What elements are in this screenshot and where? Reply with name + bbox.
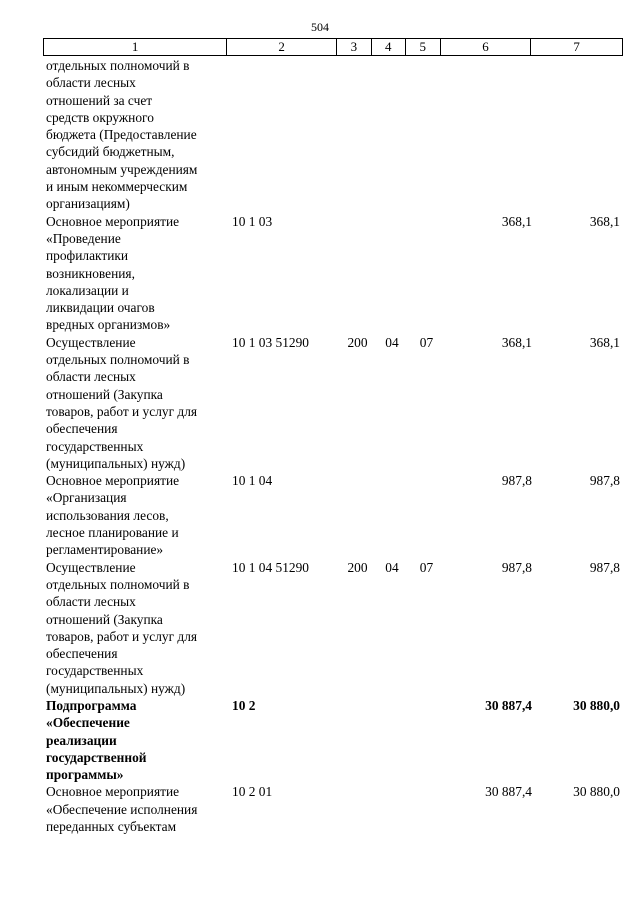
row-name-line: (муниципальных) нужд) [46,455,186,471]
row-name-line: средств окружного [46,109,154,125]
row-col3-cell: 200 [347,559,368,575]
row-name-line: «Организация [46,490,127,506]
row-code-cell: 10 2 [232,697,256,713]
row-name-line: (муниципальных) нужд) [46,680,186,696]
row-name-line: автономным учреждениям [46,161,198,177]
row-col6-cell: 368,1 [501,213,532,229]
row-name-line: Осуществление [46,559,136,575]
row-col6-cell: 368,1 [501,334,532,350]
row-name-line: субсидий бюджетным, [46,144,175,160]
row-name-line: области лесных [46,594,136,610]
row-name-line: товаров, работ и услуг для [46,628,198,644]
row-name-line: обеспечения [46,646,118,662]
row-name-line: вредных организмов» [46,317,171,333]
row-name-line: отдельных полномочий в [46,352,190,368]
row-name-line: государственных [46,663,144,679]
row-name-line: переданных субъектам [46,819,177,835]
row-name-line: программы» [46,767,124,783]
row-name-line: реализации [46,732,117,748]
row-name-line: Подпрограмма [46,697,137,713]
row-name-cell [46,559,230,697]
table-row [46,57,624,213]
row-col4-cell: 04 [385,559,399,575]
header-col-2: 2 [227,39,337,55]
header-col-7: 7 [573,39,580,54]
row-name-line: Основное мероприятие [46,213,180,229]
row-col5-cell: 07 [419,559,434,575]
row-col6-cell: 987,8 [501,473,532,489]
row-name-line: «Проведение [46,230,121,246]
row-code-cell: 10 1 04 51290 [232,559,309,575]
header-col-3: 3 [337,39,372,55]
row-name-line: области лесных [46,75,136,91]
row-name-line: бюджета (Предоставление [46,127,197,143]
table-header [43,38,623,56]
row-code-cell: 10 1 03 [232,213,273,229]
row-name-line: ликвидации очагов [46,300,155,316]
row-name-cell [46,213,230,334]
row-col7-cell: 368,1 [589,334,620,350]
row-col5-cell: 07 [419,334,434,350]
row-name-cell [46,697,230,783]
row-col7-cell: 30 880,0 [573,697,620,713]
row-col7-cell: 987,8 [589,473,620,489]
row-name-line: области лесных [46,369,136,385]
header-col-1: 1 [44,39,227,55]
row-name-line: государственных [46,438,144,454]
row-col7-cell: 987,8 [589,559,620,575]
row-code-cell: 10 1 03 51290 [232,334,309,350]
row-name-line: локализации и [46,282,129,298]
table-row [46,559,624,697]
table-row [46,783,624,835]
row-name-line: государственной [46,749,147,765]
row-col4-cell: 04 [385,334,399,350]
row-name-line: возникновения, [46,265,135,281]
table-row [46,472,624,558]
row-col3-cell: 200 [347,334,368,350]
row-code-cell: 10 2 01 [232,784,273,800]
row-name-cell [46,472,230,558]
header-col-4: 4 [372,39,406,55]
row-name-cell [46,334,230,472]
row-name-line: Осуществление [46,334,136,350]
row-name-line: «Обеспечение [46,715,130,731]
row-col6-cell: 987,8 [501,559,532,575]
row-name-line: отдельных полномочий в [46,576,190,592]
row-name-line: отдельных полномочий в [46,58,190,73]
row-col7-cell: 368,1 [589,213,620,229]
row-name-line: отношений (Закупка [46,386,163,402]
row-name-line: и иным некоммерческим [46,179,188,195]
row-col6-cell: 30 887,4 [485,784,532,800]
row-name-line: «Обеспечение исполнения [46,801,198,817]
row-name-line: профилактики [46,248,129,264]
row-name-line: лесное планирование и [46,525,179,541]
row-code-cell: 10 1 04 [232,473,273,489]
table-row [46,213,624,334]
row-name-line: обеспечения [46,421,118,437]
row-name-line: использования лесов, [46,507,169,523]
row-name-line: Основное мероприятие [46,784,180,800]
table-row [46,697,624,783]
table-row [46,334,624,472]
row-name-line: регламентирование» [46,542,164,558]
row-name-line: отношений за счет [46,92,153,108]
header-col-5: 5 [406,39,441,55]
row-col6-cell: 30 887,4 [485,697,532,713]
row-name-cell [46,783,230,835]
table-body [46,57,624,835]
header-col-6: 6 [441,39,532,55]
row-col7-cell: 30 880,0 [573,784,620,800]
row-name-line: отношений (Закупка [46,611,163,627]
row-name-line: Основное мероприятие [46,473,180,489]
page-number: 504 [311,20,329,34]
row-name-line: организациям) [46,196,130,212]
row-name-cell [46,57,230,213]
row-name-line: товаров, работ и услуг для [46,403,198,419]
